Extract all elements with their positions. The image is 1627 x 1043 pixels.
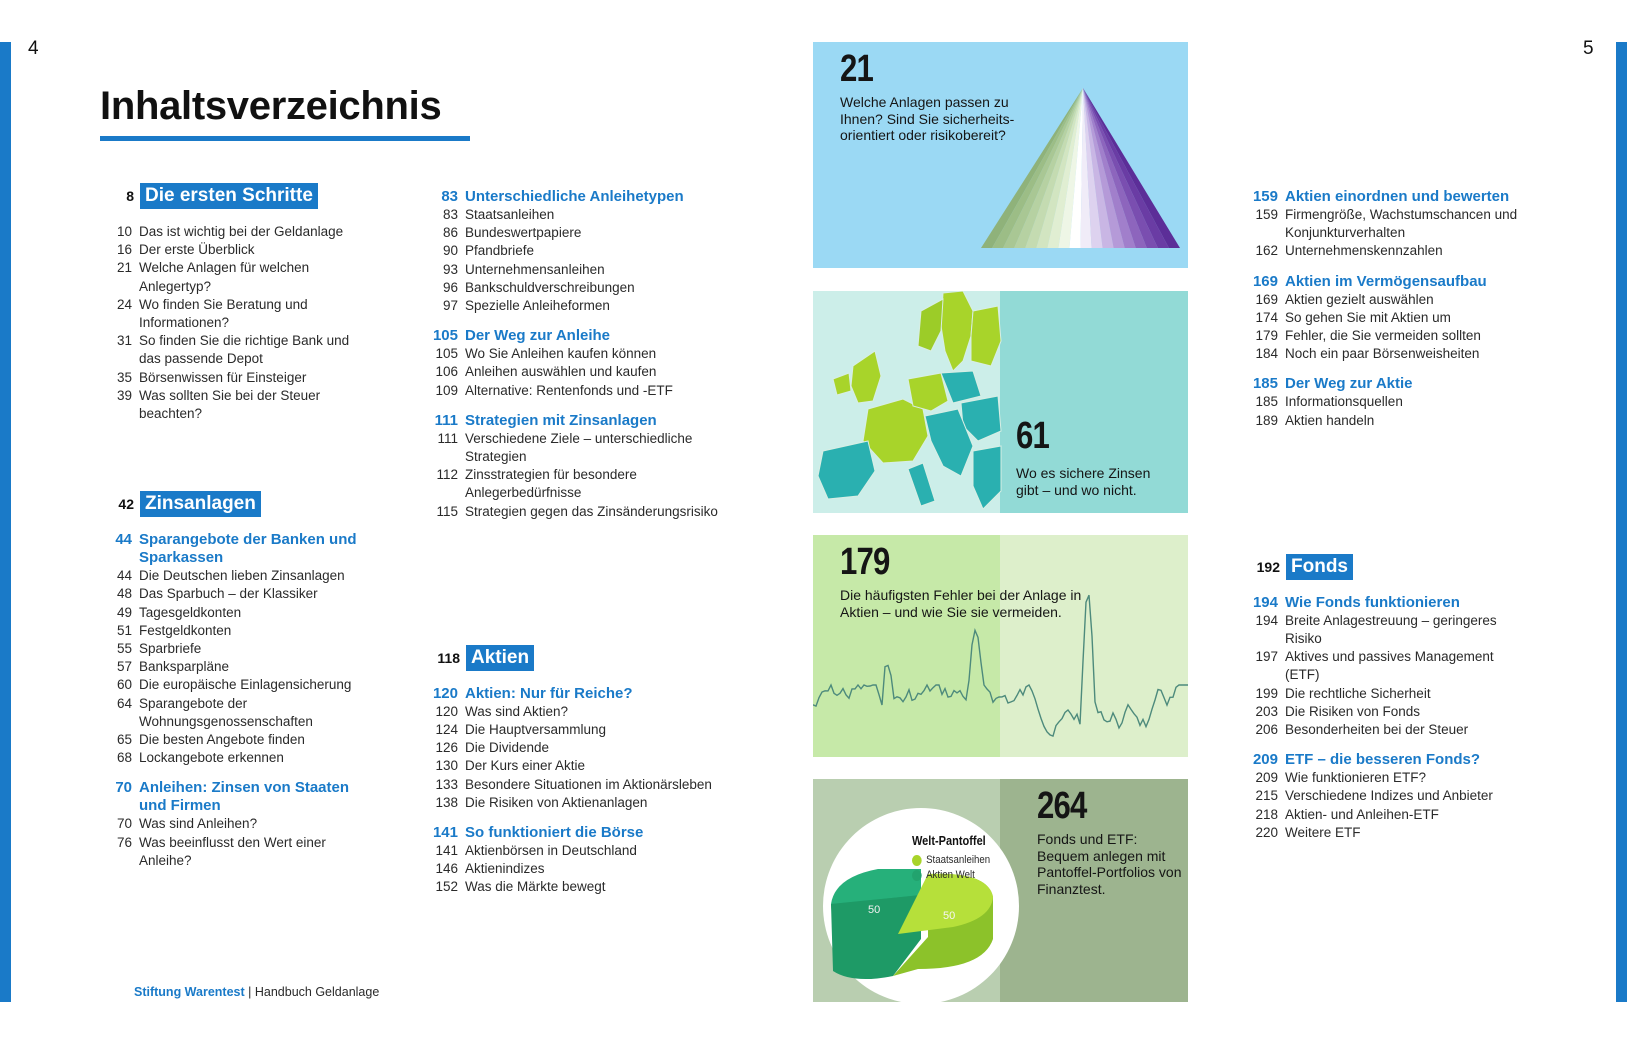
section-title: Sparangebote der Banken und Sparkassen [139, 531, 357, 567]
right-page-edge-bar [1616, 42, 1627, 1002]
toc-entry [104, 296, 374, 332]
legend-item [912, 868, 990, 883]
toc-column-1 [104, 183, 374, 882]
toc-entry [104, 695, 374, 731]
toc-entry [104, 815, 374, 833]
section-title: Wie Fonds funktionieren [1285, 593, 1460, 611]
section-title: Strategien mit Zinsanlagen [465, 411, 657, 429]
section-title: Aktien: Nur für Reiche? [465, 684, 633, 702]
entry-title: Tagesgeldkonten [139, 604, 242, 620]
entry-title: Lockangebote erkennen [139, 750, 284, 766]
section-title: Aktien im Vermögensaufbau [1285, 272, 1487, 290]
entry-title: Alternative: Rentenfonds und -ETF [465, 382, 673, 398]
chapter-page-number: 192 [1256, 558, 1280, 575]
entry-title: Pfandbriefe [465, 243, 535, 259]
toc-column-2 [430, 188, 720, 909]
toc-section [430, 188, 720, 315]
toc-entry [104, 223, 374, 241]
toc-entry [1250, 824, 1525, 842]
toc-entry [104, 585, 374, 603]
toc-entry [430, 242, 720, 260]
entry-title: Unternehmenskennzahlen [1285, 243, 1443, 259]
entry-title: So finden Sie die richtige Bank und das passende Depot [139, 333, 350, 367]
footer-book-title: Handbuch Geldanlage [254, 985, 380, 999]
section-heading [430, 412, 720, 430]
legend-label: Aktien Welt [926, 869, 975, 881]
entry-page-number: 48 [116, 586, 132, 602]
toc-entry [1250, 291, 1525, 309]
section-heading [1250, 594, 1525, 612]
chapter-page-number: 8 [126, 187, 134, 204]
right-page-number: 5 [1583, 38, 1594, 59]
entry-title: Sparbriefe [139, 641, 202, 657]
entry-title: Aktives und passives Management (ETF) [1285, 649, 1494, 683]
toc-entry [1250, 703, 1525, 721]
toc-entry [430, 757, 720, 775]
toc-section [1250, 594, 1525, 739]
entry-title: Anleihen auswählen und kaufen [465, 364, 657, 380]
toc-entry [430, 503, 720, 521]
entry-title: Aktien- und Anleihen-ETF [1285, 806, 1439, 822]
entry-page-number: 105 [435, 346, 458, 362]
entry-title: Welche Anlagen für welchen Anlegertyp? [139, 260, 310, 294]
section-page-number: 159 [1252, 188, 1278, 205]
panel-caption: Welche Anlagen passen zu Ihnen? Sind Sie sicherheits-orientiert oder risikobereit? [840, 94, 1015, 143]
europe-map-graphic [813, 291, 1003, 513]
entry-page-number: 76 [116, 834, 132, 850]
entry-title: Noch ein paar Börsenweisheiten [1285, 346, 1480, 362]
section-title: Der Weg zur Anleihe [465, 327, 611, 345]
section-heading [1250, 188, 1525, 206]
toc-entry [1250, 327, 1525, 345]
entry-title: Verschiedene Ziele – unterschiedliche Strategien [465, 430, 693, 465]
chapter-heading [430, 645, 720, 671]
entry-page-number: 124 [435, 722, 458, 738]
section-page-number: 111 [434, 411, 458, 429]
entry-title: Verschiedene Indizes und Anbieter [1285, 788, 1493, 804]
entry-page-number: 24 [116, 296, 132, 312]
toc-entry [430, 466, 720, 502]
entry-title: Die Hauptversammlung [465, 722, 607, 738]
entry-title: Wo Sie Anleihen kaufen können [465, 346, 657, 362]
panel-page-number: 61 [1016, 415, 1050, 457]
toc-entry [104, 640, 374, 658]
chapter-title: Die ersten Schritte [140, 183, 318, 209]
toc-entry [104, 332, 374, 368]
toc-entry [1250, 393, 1525, 411]
entry-page-number: 179 [1255, 328, 1278, 344]
entry-page-number: 215 [1255, 788, 1278, 804]
entry-title: So gehen Sie mit Aktien um [1285, 309, 1451, 325]
toc-entry [1250, 806, 1525, 824]
chapter-page-number: 42 [118, 496, 134, 513]
toc-entry [430, 206, 720, 224]
entry-page-number: 64 [116, 695, 132, 711]
entry-title: Unternehmensanleihen [465, 261, 605, 277]
entry-page-number: 120 [435, 703, 458, 719]
section-page-number: 70 [115, 779, 132, 797]
toc-entry [430, 860, 720, 878]
entry-page-number: 86 [442, 225, 458, 241]
entry-title: Die Risiken von Fonds [1285, 703, 1421, 719]
entry-title: Staatsanleihen [465, 207, 555, 222]
entry-page-number: 65 [116, 732, 132, 748]
footer [134, 985, 379, 999]
panel-caption: Fonds und ETF: Bequem anlegen mit Pantoffel-Portfolios von Finanztest. [1037, 831, 1182, 897]
section-page-number: 141 [432, 824, 458, 842]
toc-column-3 [1250, 188, 1525, 854]
entry-title: Das ist wichtig bei der Geldanlage [139, 224, 344, 239]
entry-title: Weitere ETF [1285, 824, 1361, 840]
entry-page-number: 106 [435, 364, 458, 380]
toc-entry [430, 382, 720, 400]
toc-entry [104, 749, 374, 767]
toc-section [1250, 751, 1525, 842]
toc-section [104, 779, 374, 870]
page-title: Inhaltsverzeichnis [100, 84, 442, 128]
entry-page-number: 83 [442, 207, 458, 222]
toc-entry [430, 297, 720, 315]
section-page-number: 83 [441, 188, 458, 205]
section-page-number: 185 [1252, 375, 1278, 393]
section-page-number: 194 [1252, 593, 1278, 611]
pie-title: Welt-Pantoffel [912, 834, 986, 848]
toc-entry [1250, 612, 1525, 648]
chapter-spacer [430, 589, 720, 645]
toc-entry [1250, 685, 1525, 703]
entry-title: Spezielle Anleiheformen [465, 298, 610, 314]
entry-title: Wie funktionieren ETF? [1285, 770, 1427, 786]
entry-page-number: 189 [1255, 412, 1278, 428]
toc-entry [104, 259, 374, 295]
toc-entry [104, 387, 374, 423]
entry-title: Aktienbörsen in Deutschland [465, 843, 637, 859]
entry-page-number: 218 [1255, 806, 1278, 822]
panel-fehler [813, 535, 1188, 757]
section-heading [430, 824, 720, 842]
section-page-number: 44 [115, 531, 132, 549]
entry-title: Banksparpläne [139, 659, 230, 675]
entry-title: Festgeldkonten [139, 622, 232, 638]
toc-entry [430, 703, 720, 721]
legend-swatch [912, 870, 922, 881]
section-heading [1250, 273, 1525, 291]
entry-page-number: 112 [436, 467, 458, 483]
toc-section [1250, 273, 1525, 364]
toc-section [1250, 375, 1525, 429]
entry-page-number: 206 [1255, 722, 1278, 738]
legend-swatch [912, 855, 922, 866]
entry-title: Was die Märkte bewegt [465, 879, 606, 895]
toc-entry [430, 721, 720, 739]
panel-fonds [813, 779, 1188, 1002]
toc-section [430, 412, 720, 521]
entry-page-number: 31 [116, 333, 132, 349]
entry-page-number: 21 [116, 260, 132, 276]
entry-page-number: 60 [116, 677, 132, 693]
section-page-number: 105 [432, 327, 458, 345]
toc-entry [104, 604, 374, 622]
entry-page-number: 57 [116, 659, 132, 675]
toc-section [1250, 188, 1525, 261]
panel-page-number: 264 [1037, 785, 1087, 827]
entry-page-number: 109 [435, 382, 458, 398]
panel-caption: Die häufigsten Fehler bei der Anlage in Aktien – und wie Sie sie vermeiden. [840, 587, 1082, 620]
entry-page-number: 199 [1255, 685, 1278, 701]
entry-page-number: 115 [436, 503, 458, 519]
entry-title: Der Kurs einer Aktie [465, 758, 586, 774]
section-heading [1250, 375, 1525, 393]
toc-entry [430, 842, 720, 860]
entry-page-number: 146 [435, 861, 458, 877]
legend-label: Staatsanleihen [926, 854, 991, 866]
entry-page-number: 141 [435, 843, 458, 859]
entry-title: Wo finden Sie Beratung und Informationen? [139, 296, 308, 331]
toc-entry [104, 567, 374, 585]
entry-title: Informationsquellen [1285, 394, 1403, 410]
section-title: Aktien einordnen und bewerten [1285, 188, 1510, 205]
entry-title: Die Deutschen lieben Zinsanlagen [139, 568, 345, 584]
entry-page-number: 162 [1255, 243, 1278, 259]
left-page-edge-bar [0, 42, 11, 1002]
panel-page-number: 21 [840, 48, 874, 90]
toc-entry [430, 261, 720, 279]
entry-title: Breite Anlagestreuung – geringeres Risiko [1285, 612, 1497, 647]
toc-entry [1250, 242, 1525, 260]
chapter-heading [104, 183, 374, 209]
entry-title: Bankschuldverschreibungen [465, 279, 635, 295]
toc-entry [1250, 412, 1525, 430]
toc-entry [430, 363, 720, 381]
chapter-title: Fonds [1286, 554, 1353, 580]
toc-entry [104, 658, 374, 676]
entry-page-number: 209 [1255, 770, 1278, 786]
section-heading [104, 531, 374, 567]
toc-section [430, 685, 720, 812]
section-page-number: 169 [1252, 272, 1278, 290]
toc-entry [430, 345, 720, 363]
panel-page-number: 179 [840, 541, 890, 583]
toc-entry [430, 739, 720, 757]
entry-page-number: 51 [116, 622, 132, 638]
entry-title: Was sind Anleihen? [139, 816, 258, 832]
toc-entry [430, 279, 720, 297]
entry-page-number: 93 [442, 261, 458, 277]
chapter-spacer [1250, 498, 1525, 554]
entry-page-number: 96 [442, 279, 458, 295]
chapter-title: Aktien [466, 645, 534, 671]
chapter-heading [104, 491, 374, 517]
footer-brand: Stiftung Warentest [134, 985, 245, 999]
section-title: Anleihen: Zinsen von Staaten und Firmen [139, 779, 350, 815]
entry-title: Die rechtliche Sicherheit [1285, 685, 1431, 701]
entry-page-number: 152 [435, 879, 458, 895]
entry-page-number: 97 [442, 298, 458, 314]
entry-title: Was sollten Sie bei der Steuer beachten? [139, 387, 321, 422]
section-heading [430, 685, 720, 703]
pie-slice-label: 50 [943, 910, 956, 922]
entry-page-number: 169 [1255, 291, 1278, 307]
entry-title: Die Risiken von Aktienanlagen [465, 794, 648, 810]
entry-page-number: 159 [1255, 207, 1278, 222]
entry-title: Der erste Überblick [139, 242, 255, 258]
entry-title: Firmengröße, Wachstumschancen und Konjunkturverhalten [1285, 207, 1518, 241]
entry-title: Bundeswertpapiere [465, 225, 582, 241]
entry-page-number: 70 [116, 816, 132, 832]
panel-anlegertyp [813, 42, 1188, 268]
entry-title: Aktien handeln [1285, 412, 1375, 428]
entry-title: Zinsstrategien für besondere Anlegerbedürfnisse [465, 467, 637, 501]
entry-title: Was sind Aktien? [465, 703, 569, 719]
toc-entry [1250, 721, 1525, 739]
title-underline [100, 136, 470, 141]
entry-page-number: 35 [116, 369, 132, 385]
entry-page-number: 184 [1255, 346, 1278, 362]
entry-page-number: 194 [1255, 612, 1278, 628]
entry-page-number: 133 [435, 776, 458, 792]
toc-section [430, 327, 720, 400]
section-heading [104, 779, 374, 815]
entry-title: Die europäische Einlagensicherung [139, 677, 352, 693]
section-heading [430, 188, 720, 206]
toc-entry [1250, 309, 1525, 327]
section-page-number: 120 [432, 684, 458, 702]
toc-entry [430, 224, 720, 242]
toc-entry [1250, 345, 1525, 363]
section-title: Der Weg zur Aktie [1285, 375, 1413, 393]
entry-title: Aktienindizes [465, 861, 545, 877]
toc-section [104, 531, 374, 767]
toc-entry [104, 241, 374, 259]
entry-page-number: 111 [437, 430, 458, 446]
entry-title: Aktien gezielt auswählen [1285, 291, 1434, 307]
legend-item [912, 853, 990, 868]
toc-entry [1250, 648, 1525, 684]
toc-entry [104, 834, 374, 870]
pie-slice-label: 50 [868, 904, 881, 916]
toc-entry [1250, 787, 1525, 805]
entry-title: Besondere Situationen im Aktionärsleben [465, 776, 712, 792]
footer-separator: | [248, 985, 252, 999]
chapter-title: Zinsanlagen [140, 491, 261, 517]
chapter-spacer [1250, 442, 1525, 498]
toc-section [430, 824, 720, 897]
entry-page-number: 10 [116, 224, 132, 239]
toc-entry [104, 676, 374, 694]
panel-einlagensicherung [813, 291, 1188, 513]
entry-page-number: 174 [1255, 309, 1278, 325]
section-title: So funktioniert die Börse [465, 824, 644, 842]
entry-page-number: 220 [1255, 824, 1278, 840]
entry-title: Sparangebote der Wohnungsgenossenschaften [139, 695, 313, 729]
entry-title: Die Dividende [465, 740, 550, 756]
toc-entry [104, 731, 374, 749]
entry-page-number: 68 [116, 750, 132, 766]
left-page-number: 4 [28, 38, 39, 59]
entry-title: Besonderheiten bei der Steuer [1285, 722, 1469, 738]
pie-legend [912, 853, 990, 883]
entry-title: Fehler, die Sie vermeiden sollten [1285, 328, 1481, 344]
entry-page-number: 126 [435, 740, 458, 756]
entry-page-number: 197 [1255, 649, 1278, 665]
section-title: ETF – die besseren Fonds? [1285, 751, 1481, 769]
toc-entry [104, 622, 374, 640]
entry-title: Was beeinflusst den Wert einer Anleihe? [139, 834, 326, 868]
entry-page-number: 39 [116, 387, 132, 403]
entry-page-number: 185 [1255, 394, 1278, 410]
toc-entry [1250, 206, 1525, 242]
entry-title: Börsenwissen für Einsteiger [139, 369, 307, 385]
toc-section [104, 223, 374, 423]
entry-page-number: 203 [1255, 703, 1278, 719]
entry-title: Das Sparbuch – der Klassiker [139, 586, 318, 602]
entry-title: Strategien gegen das Zinsänderungsrisiko [465, 503, 718, 519]
section-page-number: 209 [1252, 751, 1278, 769]
entry-page-number: 90 [442, 243, 458, 259]
toc-entry [430, 776, 720, 794]
entry-page-number: 49 [116, 604, 132, 620]
toc-entry [430, 794, 720, 812]
chapter-page-number: 118 [437, 649, 460, 666]
section-heading [1250, 751, 1525, 769]
entry-page-number: 44 [116, 568, 132, 584]
toc-entry [104, 369, 374, 387]
section-heading [430, 327, 720, 345]
entry-page-number: 130 [435, 758, 458, 774]
toc-entry [430, 430, 720, 466]
entry-title: Die besten Angebote finden [139, 732, 305, 748]
entry-page-number: 55 [116, 641, 132, 657]
chapter-heading [1250, 554, 1525, 580]
panel-caption: Wo es sichere Zinsen gibt – und wo nicht. [1016, 465, 1151, 498]
toc-entry [430, 878, 720, 896]
chapter-spacer [104, 435, 374, 491]
toc-entry [1250, 769, 1525, 787]
section-title: Unterschiedliche Anleihetypen [465, 188, 684, 205]
entry-page-number: 138 [435, 794, 458, 810]
entry-page-number: 16 [116, 242, 132, 258]
chapter-spacer [430, 533, 720, 589]
